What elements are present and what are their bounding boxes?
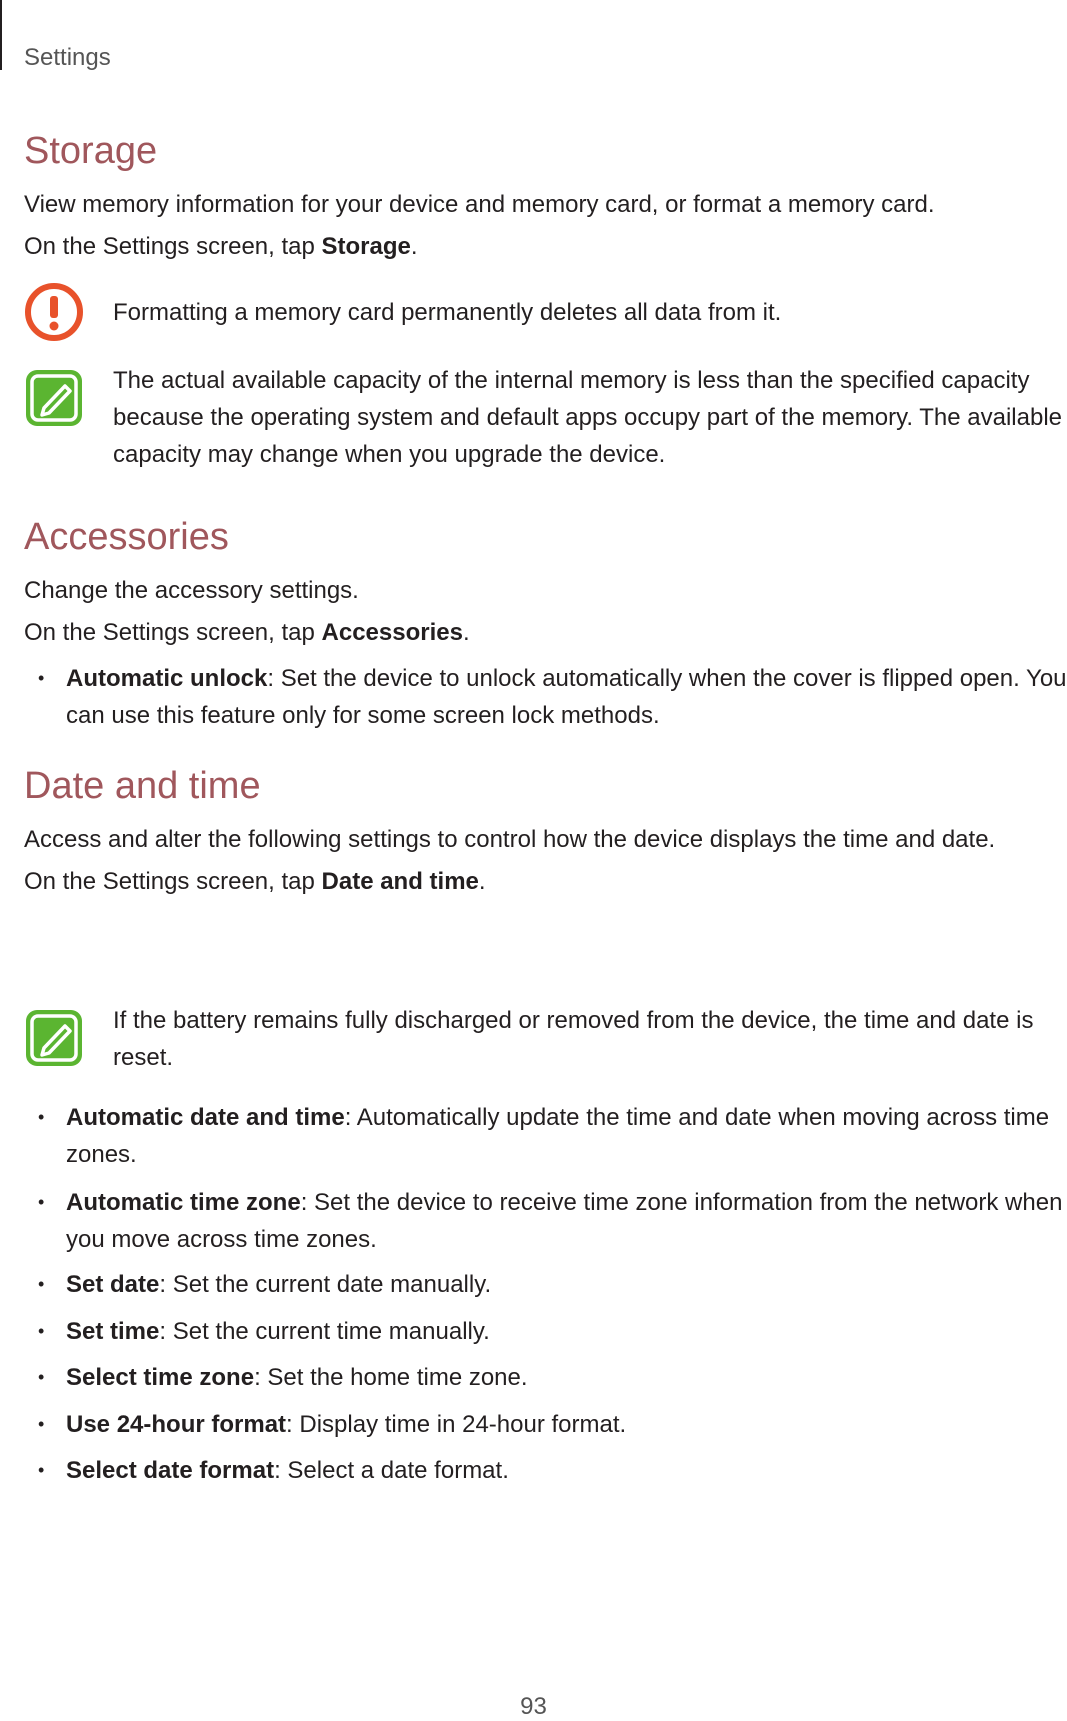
accessories-description: Change the accessory settings. [24,577,359,604]
datetime-heading: Date and time [24,765,261,807]
accessories-menu-term: Accessories [321,619,463,646]
storage-warning-text: Formatting a memory card permanently deletes all data from it. [113,299,782,326]
bullet-marker: • [38,1321,45,1341]
accessories-heading: Accessories [24,516,229,558]
warning-icon [24,282,84,342]
bullet-marker: • [38,1460,45,1480]
datetime-description: Access and alter the following settings to control how the device displays the time and date. [24,826,996,853]
bullet-marker: • [38,1274,45,1294]
storage-note-text: The actual available capacity of the internal memory is less than the specified capacity because the operating system and default apps occupy part of the memory. The available capacity may change when you upgrade the device. [113,367,1063,468]
bullet-marker: • [38,1367,45,1387]
list-item: Select time zone: Set the home time zone. [66,1364,528,1391]
note-icon [24,368,84,428]
page-edge-line [0,0,2,70]
bullet-marker: • [38,1107,45,1127]
list-item: Use 24-hour format: Display time in 24-hour format. [66,1411,627,1438]
list-item: Automatic date and time: Automatically update the time and date when moving across time zones. [66,1104,1050,1168]
datetime-menu-term: Date and time [321,868,479,895]
list-item: Set date: Set the current date manually. [66,1271,492,1298]
storage-instruction: On the Settings screen, tap Storage. [24,233,418,260]
accessories-instruction: On the Settings screen, tap Accessories. [24,619,470,646]
datetime-note-text: If the battery remains fully discharged or removed from the device, the time and date is reset. [113,1007,1034,1071]
bullet-marker: • [38,1414,45,1434]
datetime-instruction: On the Settings screen, tap Date and time. [24,868,486,895]
page-number: 93 [520,1693,547,1720]
list-item: Automatic unlock: Set the device to unlock automatically when the cover is flipped open. You can use this feature only for some screen lock methods. [66,665,1067,729]
bullet-marker: • [38,1192,45,1212]
list-item: Automatic time zone: Set the device to receive time zone information from the network when you move across time zones. [66,1189,1063,1253]
bullet-marker: • [38,668,45,688]
list-item: Set time: Set the current time manually. [66,1318,490,1345]
storage-menu-term: Storage [321,233,411,260]
storage-heading: Storage [24,130,158,172]
note-icon [24,1008,84,1068]
list-item: Select date format: Select a date format. [66,1457,509,1484]
running-header: Settings [24,44,111,71]
storage-description: View memory information for your device and memory card, or format a memory card. [24,191,935,218]
